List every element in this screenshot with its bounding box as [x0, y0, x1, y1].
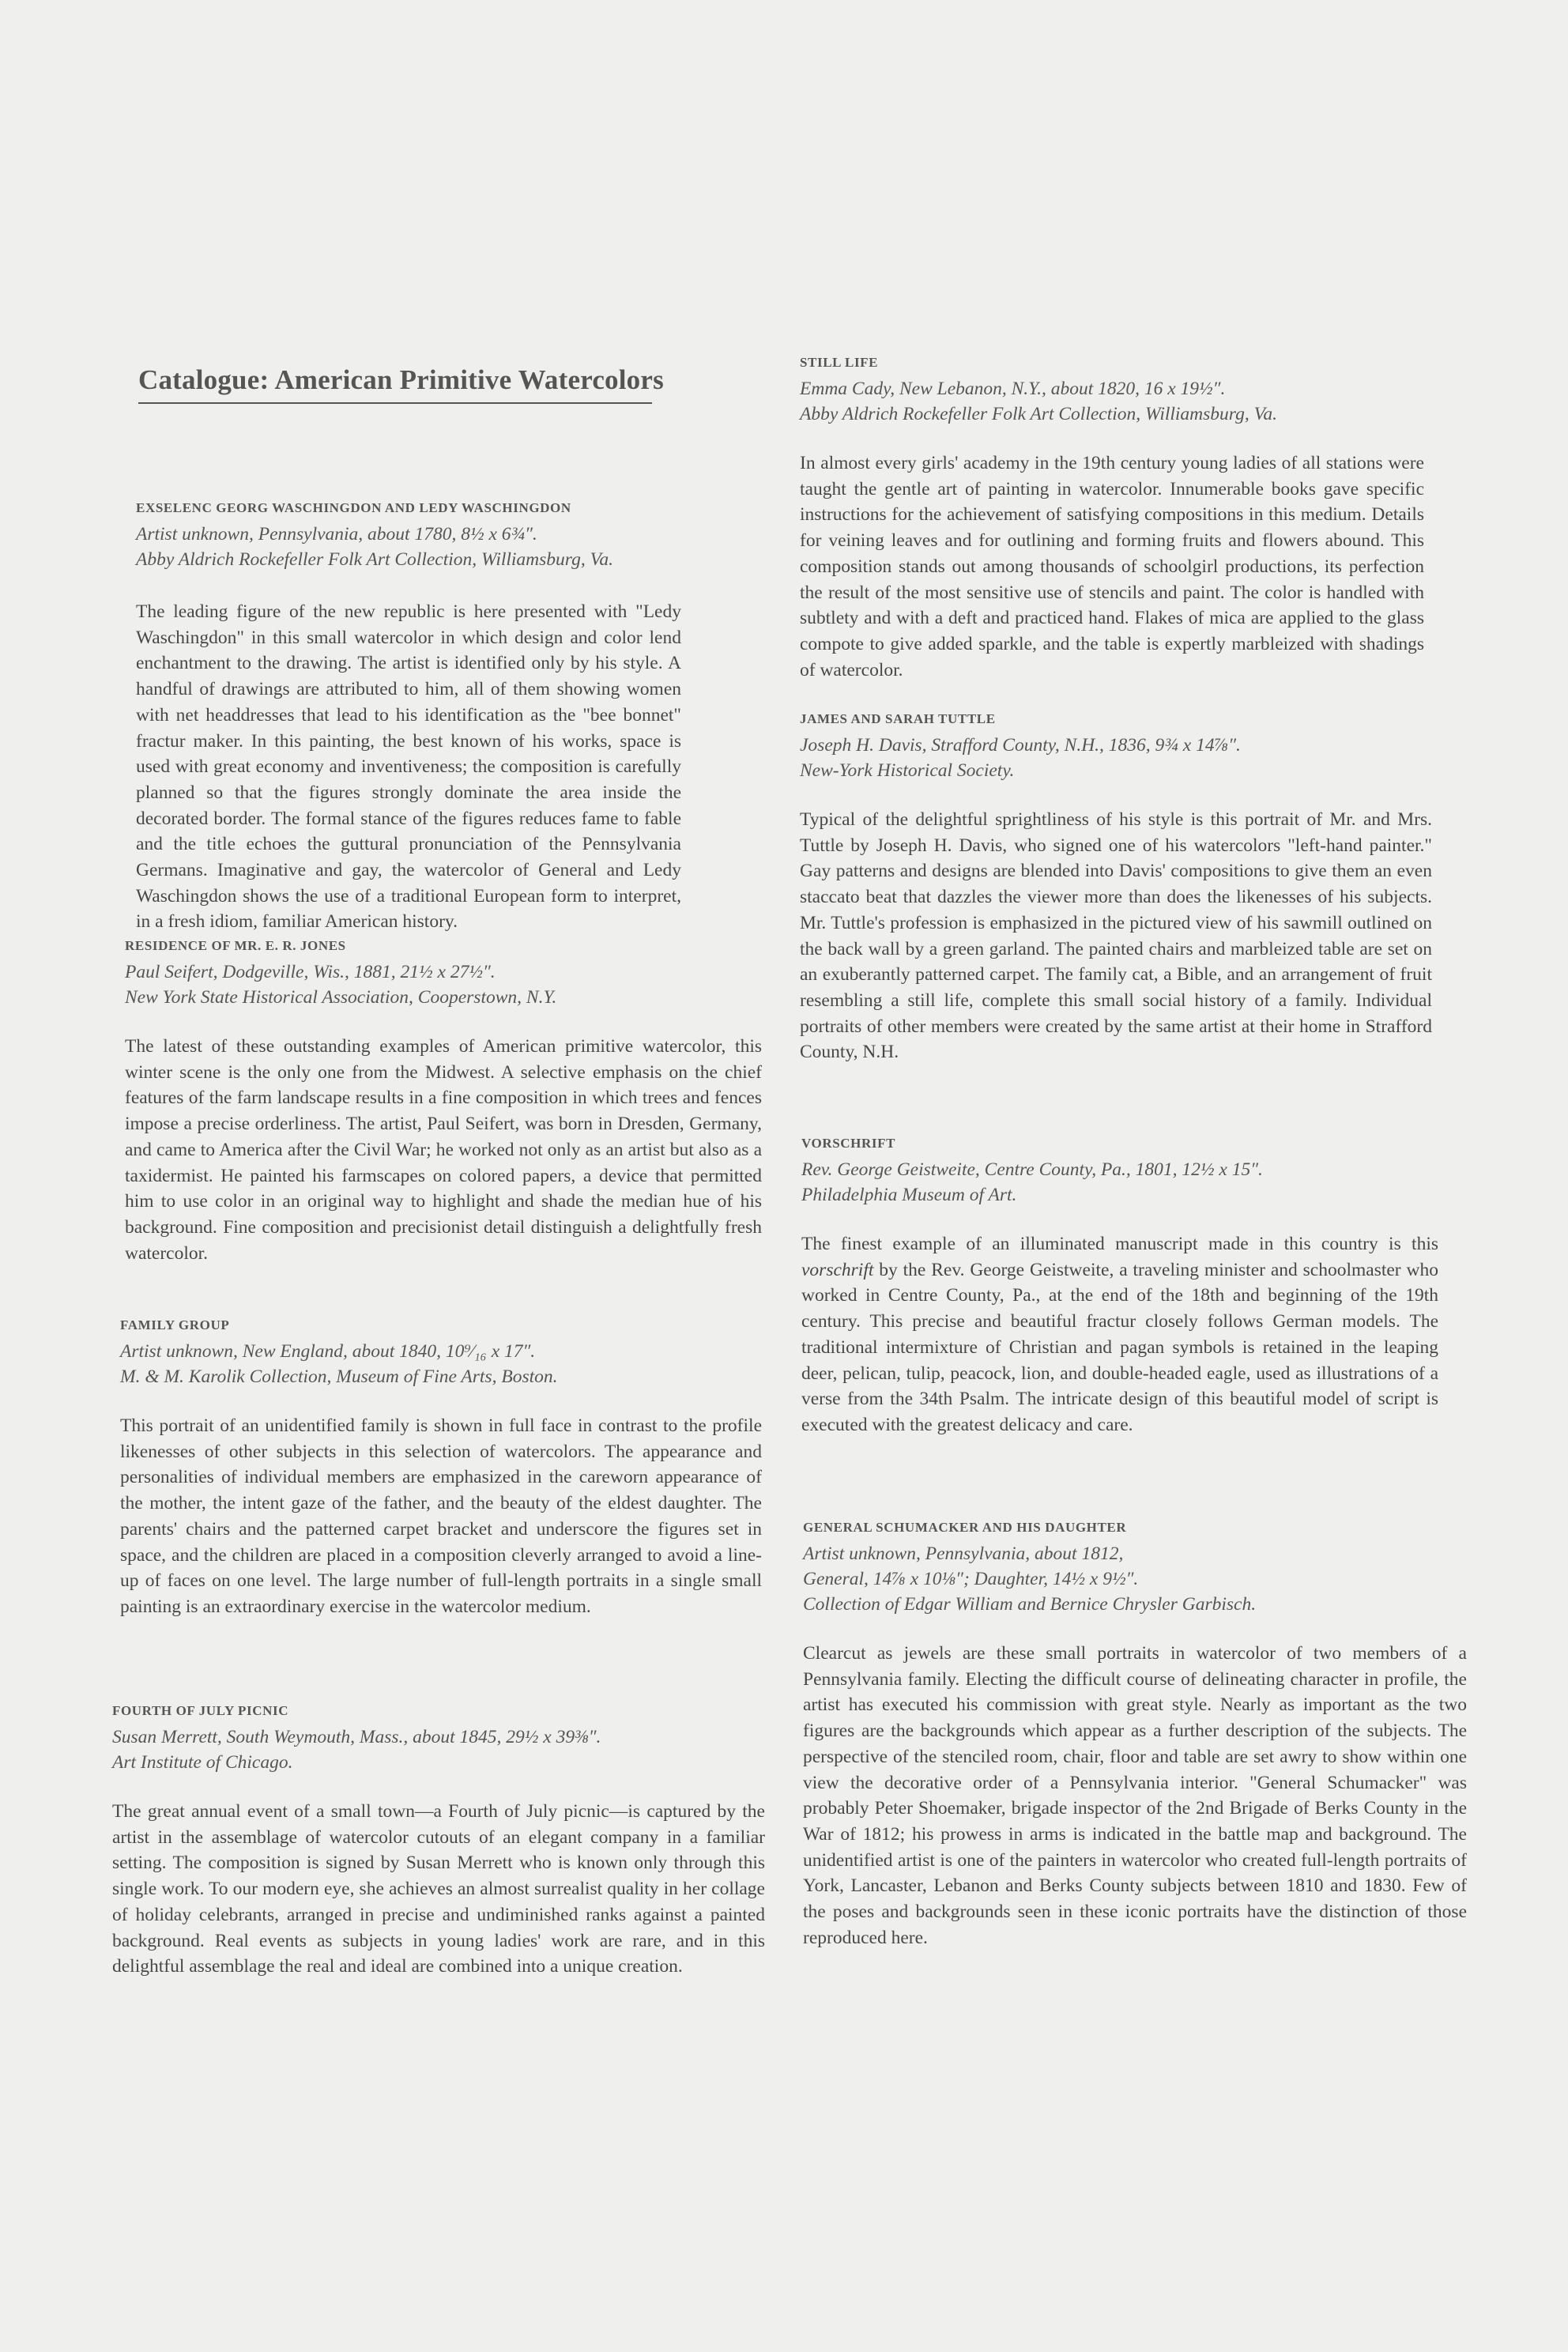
entry-heading: EXSELENC GEORG WASCHINGDON AND LEDY WASCHINGDON — [136, 500, 571, 515]
entry-description: The great annual event of a small town—a Fourth of July picnic—is captured by the artist in the assemblage of watercolor cutouts of an elegant company in a familiar setting. The composition is signed by Susan Merrett who is known only through this single work. To our modern eye, she achieves an almost surrealist quality in her collage of holiday celebrants, arranged in precise and undiminished ranks against a painted background. Real events as subjects in young ladies' work are rare, and in this delightful assemblage the real and ideal are combined into a unique creation. — [112, 1801, 765, 1977]
entry-attribution: Artist unknown, Pennsylvania, about 1812, — [803, 1544, 1124, 1564]
entry-description: Clearcut as jewels are these small portraits in watercolor of two members of a Pennsylvania family. Electing the difficult course of delineating character in profile, the artist has executed his commission with great style. Nearly as important as the two figures are the backgrounds which appear as a further description of the subjects. The perspective of the stenciled room, chair, floor and table are set awry to show within one view the decorative order of a Pennsylvania interior. "General Schumacker" was probably Peter Shoemaker, brigade inspector of the 2nd Brigade of Berks County in the War of 1812; his prowess in arms is indicated in the battle map and background. The unidentified artist is one of the painters in watercolor who created full-length portraits of York, Lancaster, Lebanon and Berks County subjects between 1810 and 1830. Few of the poses and backgrounds seen in these iconic portraits have the distinction of those reproduced here. — [803, 1643, 1467, 1948]
entry-dimensions: General, 14⅞ x 10⅛″; Daughter, 14½ x 9½″. — [803, 1569, 1139, 1589]
entry-description: The leading figure of the new republic is here presented with "Ledy Waschingdon" in this small watercolor in which design and color lend enchantment to the drawing. The artist is identified only by his style. A handful of drawings are attributed to him, all of them showing women with net headdresses that lead to his identification as the "bee bonnet" fractur maker. In this painting, the best known of his works, space is used with great economy and inventiveness; the composition is carefully planned so that the figures strongly dominate the area inside the decorated border. The formal stance of the figures reduces fame to fable and the title echoes the guttural pronunciation of the Pennsylvania Germans. Imaginative and gay, the watercolor of General and Ledy Waschingdon shows the use of a traditional European form to interpret, in a fresh idiom, familiar American history. — [136, 601, 681, 933]
catalogue-entry-schumacker — [803, 1517, 1467, 1951]
catalogue-entry-still-life — [800, 352, 1424, 683]
description-italic-term: vorschrift — [801, 1259, 874, 1280]
entry-heading: VORSCHRIFT — [801, 1136, 896, 1151]
entry-description: The latest of these outstanding examples of American primitive watercolor, this winter scene is the only one from the Midwest. A selective emphasis on the chief features of the farm landscape results in a fine composition in which trees and fences impose a precise orderliness. The artist, Paul Seifert, was born in Dresden, Germany, and came to America after the Civil War; he worked not only as an artist but also as a taxidermist. He painted his farmscapes on colored papers, a device that permitted him to use color in an original way to highlight and shade the median hue of his background. Fine composition and precisionist detail distinguish a delightfully fresh watercolor. — [125, 1036, 762, 1264]
description-text: The finest example of an illuminated manuscript made in this country is this — [801, 1234, 1438, 1254]
entry-attribution: Joseph H. Davis, Strafford County, N.H., 1836, 9¾ x 14⅞″. — [800, 735, 1241, 756]
entry-attribution: Artist unknown, Pennsylvania, about 1780, 8½ x 6¾″. — [136, 524, 537, 545]
description-text: by the Rev. George Geistweite, a traveling minister and schoolmaster who worked in Centre County, Pa., at the end of the 18th and beginning of the 19th century. This precise and beautiful fractur closely follows German models. The traditional intermixture of Christian and pagan symbols is retained in the leaping deer, pelican, tulip, peacock, lion, and double-headed eagle, used as illustrations of a verse from the 34th Psalm. The intricate design of this beautiful model of script is executed with the greatest delicacy and care. — [801, 1259, 1438, 1435]
entry-attribution: Paul Seifert, Dodgeville, Wis., 1881, 21½ x 27½″. — [125, 962, 496, 982]
catalogue-entry-tuttle — [800, 709, 1432, 1065]
entry-heading: FAMILY GROUP — [120, 1317, 230, 1332]
entry-attribution: Rev. George Geistweite, Centre County, Pa., 1801, 12½ x 15″. — [801, 1159, 1263, 1180]
entry-description: Typical of the delightful sprightliness of his style is this portrait of Mr. and Mrs. Tuttle by Joseph H. Davis, who signed one of his watercolors "left-hand painter." Gay patterns and designs are blended into Davis' compositions to give them an even staccato beat that dazzles the viewer more than does the likenesses of his subjects. Mr. Tuttle's profession is emphasized in the pictured view of his sawmill outlined on the back wall by a green garland. The painted chairs and marbleized table are set on an exuberantly patterned carpet. The family cat, a Bible, and an arrangement of fruit resembling a still life, complete this small social history of a family. Individual portraits of other members were created by the same artist at their home in Strafford County, N.H. — [800, 809, 1432, 1063]
page-title: Catalogue: American Primitive Watercolors — [138, 364, 652, 404]
entry-description: In almost every girls' academy in the 19th century young ladies of all stations were taught the gentle art of painting in watercolor. Innumerable books gave specific instructions for the achievement of satisfying compositions in this medium. Details for veining leaves and for outlining and forming fruits and flowers abound. This composition stands out among thousands of schoolgirl productions, its perfection the result of the most sensitive use of stencils and paint. The color is handled with subtlety and with a deft and practiced hand. Flakes of mica are applied to the glass compote to give added sparkle, and the table is expertly marbleized with shadings of watercolor. — [800, 453, 1424, 680]
entry-heading: FOURTH OF JULY PICNIC — [112, 1703, 289, 1718]
entry-heading: RESIDENCE OF MR. E. R. JONES — [125, 938, 346, 953]
entry-heading: GENERAL SCHUMACKER AND HIS DAUGHTER — [803, 1520, 1127, 1535]
entry-collection: Abby Aldrich Rockefeller Folk Art Collection, Williamsburg, Va. — [800, 404, 1277, 424]
entry-collection: Art Institute of Chicago. — [112, 1752, 293, 1773]
entry-attribution: Susan Merrett, South Weymouth, Mass., about 1845, 29½ x 39⅜″. — [112, 1727, 601, 1747]
catalogue-entry-jones-residence — [125, 936, 762, 1266]
catalogue-entry-fourth-of-july — [112, 1701, 765, 1980]
entry-collection: Philadelphia Museum of Art. — [801, 1185, 1017, 1205]
entry-heading: JAMES AND SARAH TUTTLE — [800, 711, 996, 726]
entry-attribution: Artist unknown, New England, about 1840, 10⁹⁄₁₆ x 17″. — [120, 1341, 536, 1362]
entry-heading: STILL LIFE — [800, 355, 879, 370]
catalogue-entry-vorschrift — [801, 1133, 1438, 1438]
entry-description: This portrait of an unidentified family is shown in full face in contrast to the profile likenesses of other subjects in this selection of watercolors. The appearance and personalities of individual members are emphasized in the careworn appearance of the mother, the intent gaze of the father, and the beauty of the eldest daughter. The parents' chairs and the patterned carpet bracket and underscore the figures set in space, and the children are placed in a composition cleverly arranged to avoid a line-up of faces on one level. The large number of full-length portraits in a single small painting is an extraordinary exercise in the watercolor medium. — [120, 1415, 762, 1617]
entry-collection: Abby Aldrich Rockefeller Folk Art Collection, Williamsburg, Va. — [136, 549, 613, 570]
entry-attribution: Emma Cady, New Lebanon, N.Y., about 1820, 16 x 19½″. — [800, 379, 1226, 399]
entry-description — [801, 1231, 1438, 1438]
catalogue-entry-waschingdon — [136, 498, 681, 935]
entry-collection: New York State Historical Association, Cooperstown, N.Y. — [125, 987, 557, 1008]
entry-collection: M. & M. Karolik Collection, Museum of Fine Arts, Boston. — [120, 1366, 558, 1387]
catalogue-entry-family-group — [120, 1315, 762, 1620]
entry-collection: Collection of Edgar William and Bernice Chrysler Garbisch. — [803, 1594, 1257, 1615]
entry-collection: New-York Historical Society. — [800, 760, 1015, 781]
